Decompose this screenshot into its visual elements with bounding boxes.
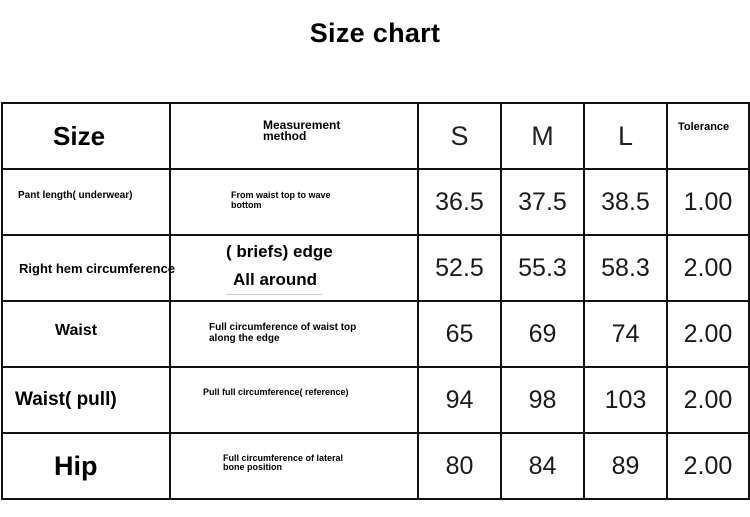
- row-name-hem-label: Right hem circumference: [19, 260, 176, 276]
- table-row: [2, 433, 749, 499]
- value-s: 94: [418, 367, 501, 433]
- page-title: Size chart: [309, 18, 441, 48]
- row-name-pant-length: Pant length( underwear): [2, 169, 170, 235]
- method-line1: ( briefs) edge: [226, 242, 333, 261]
- value-m: 98: [501, 367, 584, 433]
- method-line1: From waist top to wave: [231, 190, 331, 200]
- row-method-pant-length: [170, 169, 418, 235]
- row-method-waist-pull: [170, 367, 418, 433]
- method-line1: Full circumference of waist top: [209, 322, 357, 333]
- value-s: 36.5: [418, 169, 501, 235]
- method-line1: Full circumference of lateral: [223, 453, 344, 463]
- value-m: 55.3: [501, 235, 584, 301]
- value-tolerance: 1.00: [667, 169, 749, 235]
- method-line2: All around: [226, 266, 322, 295]
- header-method-label-line1: Measurement: [263, 118, 341, 132]
- row-method-hem: [170, 235, 418, 301]
- value-tolerance: 2.00: [667, 433, 749, 499]
- value-s: 80: [418, 433, 501, 499]
- value-m: 37.5: [501, 169, 584, 235]
- row-name-hip: Hip: [2, 433, 170, 499]
- method-line2: bottom: [231, 200, 262, 210]
- value-m: 69: [501, 301, 584, 367]
- value-s: 65: [418, 301, 501, 367]
- size-chart-table: [1, 102, 750, 500]
- value-s: 52.5: [418, 235, 501, 301]
- header-size-cell: [2, 103, 170, 169]
- row-name-waist: Waist: [2, 301, 170, 367]
- header-method-label-line2: method: [263, 129, 307, 143]
- header-row: [2, 103, 749, 169]
- header-size-m: M: [501, 103, 584, 169]
- row-method-waist: [170, 301, 418, 367]
- value-l: 74: [584, 301, 667, 367]
- header-size-s: S: [418, 103, 501, 169]
- header-size-l: L: [584, 103, 667, 169]
- method-line1: Pull full circumference( reference): [203, 387, 349, 397]
- value-tolerance: 2.00: [667, 301, 749, 367]
- row-name-waist-pull: Waist( pull): [2, 367, 170, 433]
- table-row: [2, 301, 749, 367]
- method-line2: along the edge: [209, 333, 280, 344]
- value-l: 89: [584, 433, 667, 499]
- value-l: 58.3: [584, 235, 667, 301]
- header-tolerance-cell: [667, 103, 749, 169]
- value-m: 84: [501, 433, 584, 499]
- header-method-cell: [170, 103, 418, 169]
- value-l: 38.5: [584, 169, 667, 235]
- header-size-label: Size: [53, 120, 106, 151]
- table-row: [2, 367, 749, 433]
- table-row: [2, 169, 749, 235]
- header-tolerance-label: Tolerance: [678, 121, 730, 133]
- table-row: [2, 235, 749, 301]
- row-method-hip: [170, 433, 418, 499]
- value-l: 103: [584, 367, 667, 433]
- method-line2: bone position: [223, 462, 282, 472]
- row-name-hem: [2, 235, 176, 301]
- value-tolerance: 2.00: [667, 367, 749, 433]
- value-tolerance: 2.00: [667, 235, 749, 301]
